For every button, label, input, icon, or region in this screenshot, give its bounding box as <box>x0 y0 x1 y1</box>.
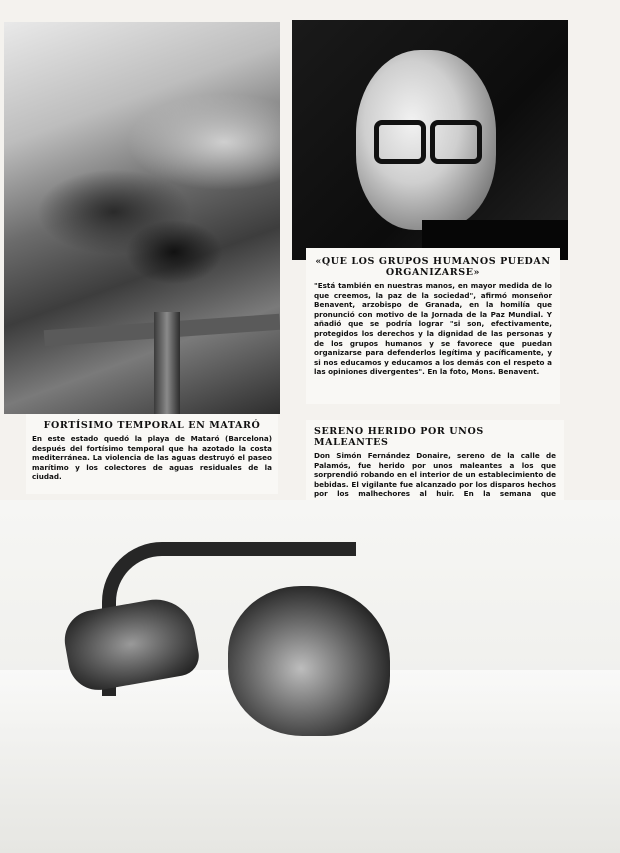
bishop-article <box>306 248 560 404</box>
watchman-body: Don Simón Fernández Donaire, sereno de la calle de Palamós, fue herido por unos maleantes a los que sorprendió robando en el interior de un establecimiento de bebidas. El vigilante fue alcanzado por los disparos hechos por los malhechores al huir. En la semana que <box>314 451 556 499</box>
storm-article <box>26 414 278 494</box>
storm-headline: FORTÍSIMO TEMPORAL EN MATARÓ <box>43 420 261 431</box>
bishop-portrait-photo <box>292 20 568 260</box>
glasses-right-lens <box>430 120 482 164</box>
bishop-body: "Está también en nuestras manos, en mayor medida de lo que creemos, la paz de la sociedad", afirmó monseñor Benavent, arzobispo de Granada, en la homilía que pronunció con motivo de la Jornada de la Paz Mundial. Y añadió que se podría lograr "si son, efectivamente, protegidos los derechos y la dignidad de las personas y de los grupos humanos y se favorece que puedan organizarse para defenderlos legítima y pacíficamente, y si nos educamos y educamos a los demás con el respeto a las opiniones divergentes". En la foto, Mons. Benavent. <box>314 281 552 377</box>
patient-head <box>228 586 390 736</box>
storm-body: En este estado quedó la playa de Mataró (Barcelona) después del fortísimo temporal que ha azotado la costa mediterránea. La violencia de las aguas destruyó el paseo marítimo y los colectores de aguas residuales de la ciudad. <box>32 434 272 482</box>
bishop-headline: «QUE LOS GRUPOS HUMANOS PUEDAN ORGANIZARSE» <box>315 256 551 278</box>
wreckage-post <box>154 312 180 414</box>
watchman-headline: SERENO HERIDO POR UNOS MALEANTES <box>314 426 484 448</box>
injured-watchman-photo <box>0 500 620 853</box>
glasses-left-lens <box>374 120 426 164</box>
storm-damage-photo <box>4 22 280 414</box>
